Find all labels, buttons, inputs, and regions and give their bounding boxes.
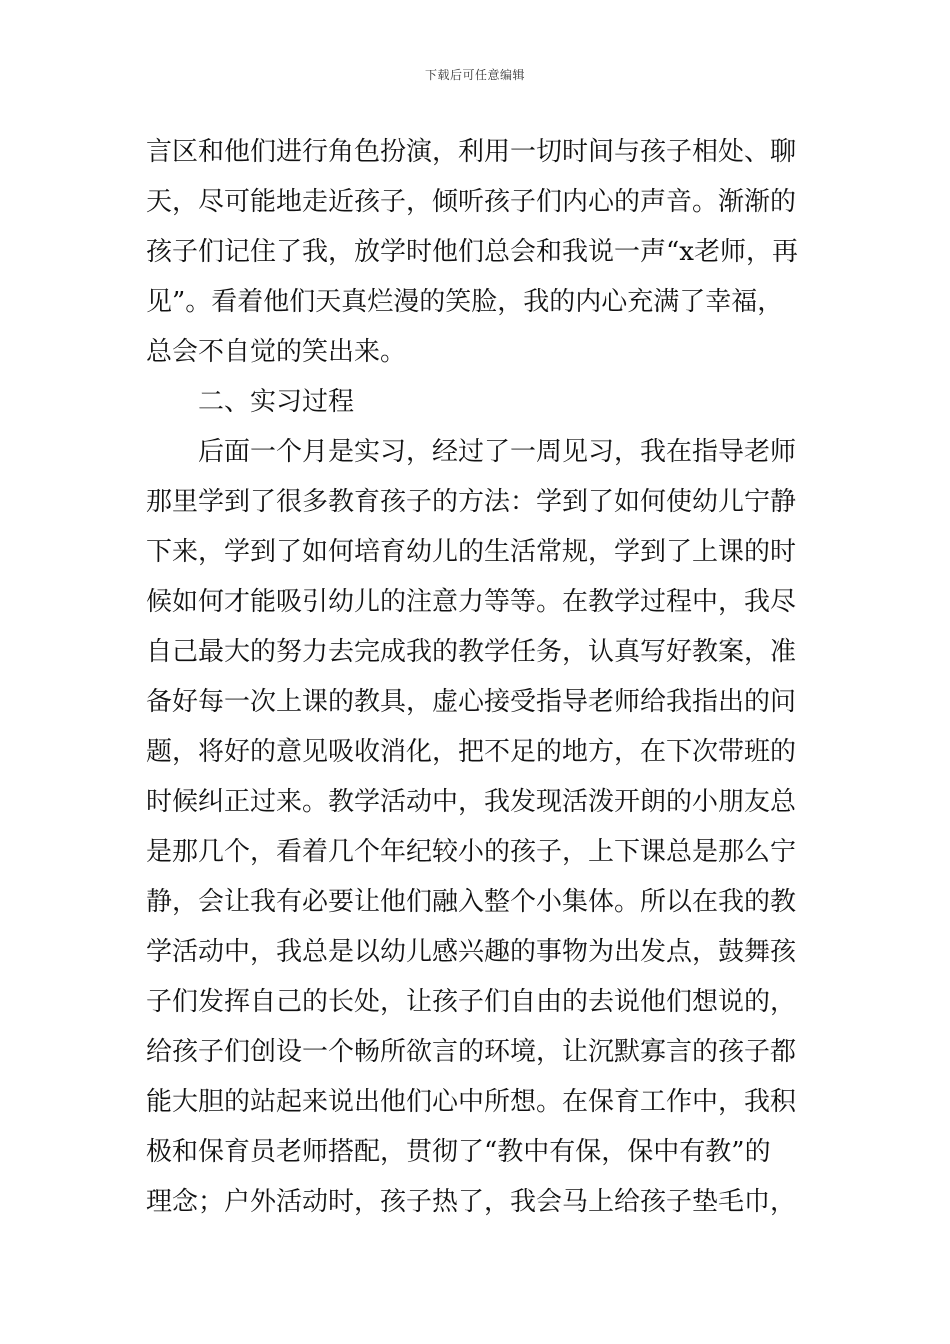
text-line: 极和保育员老师搭配，贯彻了“教中有保，保中有教”的	[146, 1137, 771, 1167]
text-line: 子们发挥自己的长处，让孩子们自由的去说他们想说的，	[146, 987, 797, 1017]
text-line: 给孩子们创设一个畅所欲言的环境，让沉默寡言的孩子都	[146, 1037, 797, 1067]
text-line: 备好每一次上课的教具，虚心接受指导老师给我指出的问	[146, 687, 797, 717]
text-line: 孩子们记住了我，放学时他们总会和我说一声“x老师，再	[146, 237, 798, 267]
text-line: 见”。看着他们天真烂漫的笑脸，我的内心充满了幸福，	[146, 287, 784, 317]
text-line: 后面一个月是实习，经过了一周见习，我在指导老师	[198, 437, 797, 467]
page-header: 下载后可任意编辑	[424, 68, 525, 82]
text-line: 候如何才能吸引幼儿的注意力等等。在教学过程中，我尽	[146, 587, 797, 617]
text-line: 那里学到了很多教育孩子的方法：学到了如何使幼儿宁静	[146, 487, 797, 517]
text-line: 二、实习过程	[198, 387, 355, 417]
text-line: 理念；户外活动时，孩子热了，我会马上给孩子垫毛巾，	[146, 1187, 797, 1217]
document-body	[146, 127, 812, 1227]
text-line: 静，会让我有必要让他们融入整个小集体。所以在我的教	[146, 887, 797, 917]
text-line: 学活动中，我总是以幼儿感兴趣的事物为出发点，鼓舞孩	[146, 937, 797, 967]
text-line: 天，尽可能地走近孩子，倾听孩子们内心的声音。渐渐的	[146, 187, 797, 217]
text-line: 是那几个，看着几个年纪较小的孩子，上下课总是那么宁	[146, 837, 797, 867]
text-line: 自己最大的努力去完成我的教学任务，认真写好教案，准	[146, 637, 797, 667]
text-line: 总会不自觉的笑出来。	[146, 337, 407, 367]
text-line: 题，将好的意见吸收消化，把不足的地方，在下次带班的	[146, 737, 797, 767]
text-line: 言区和他们进行角色扮演，利用一切时间与孩子相处、聊	[146, 137, 797, 167]
text-line: 下来，学到了如何培育幼儿的生活常规，学到了上课的时	[146, 537, 797, 567]
text-line: 能大胆的站起来说出他们心中所想。在保育工作中，我积	[146, 1087, 797, 1117]
text-line: 时候纠正过来。教学活动中，我发现活泼开朗的小朋友总	[146, 787, 797, 817]
